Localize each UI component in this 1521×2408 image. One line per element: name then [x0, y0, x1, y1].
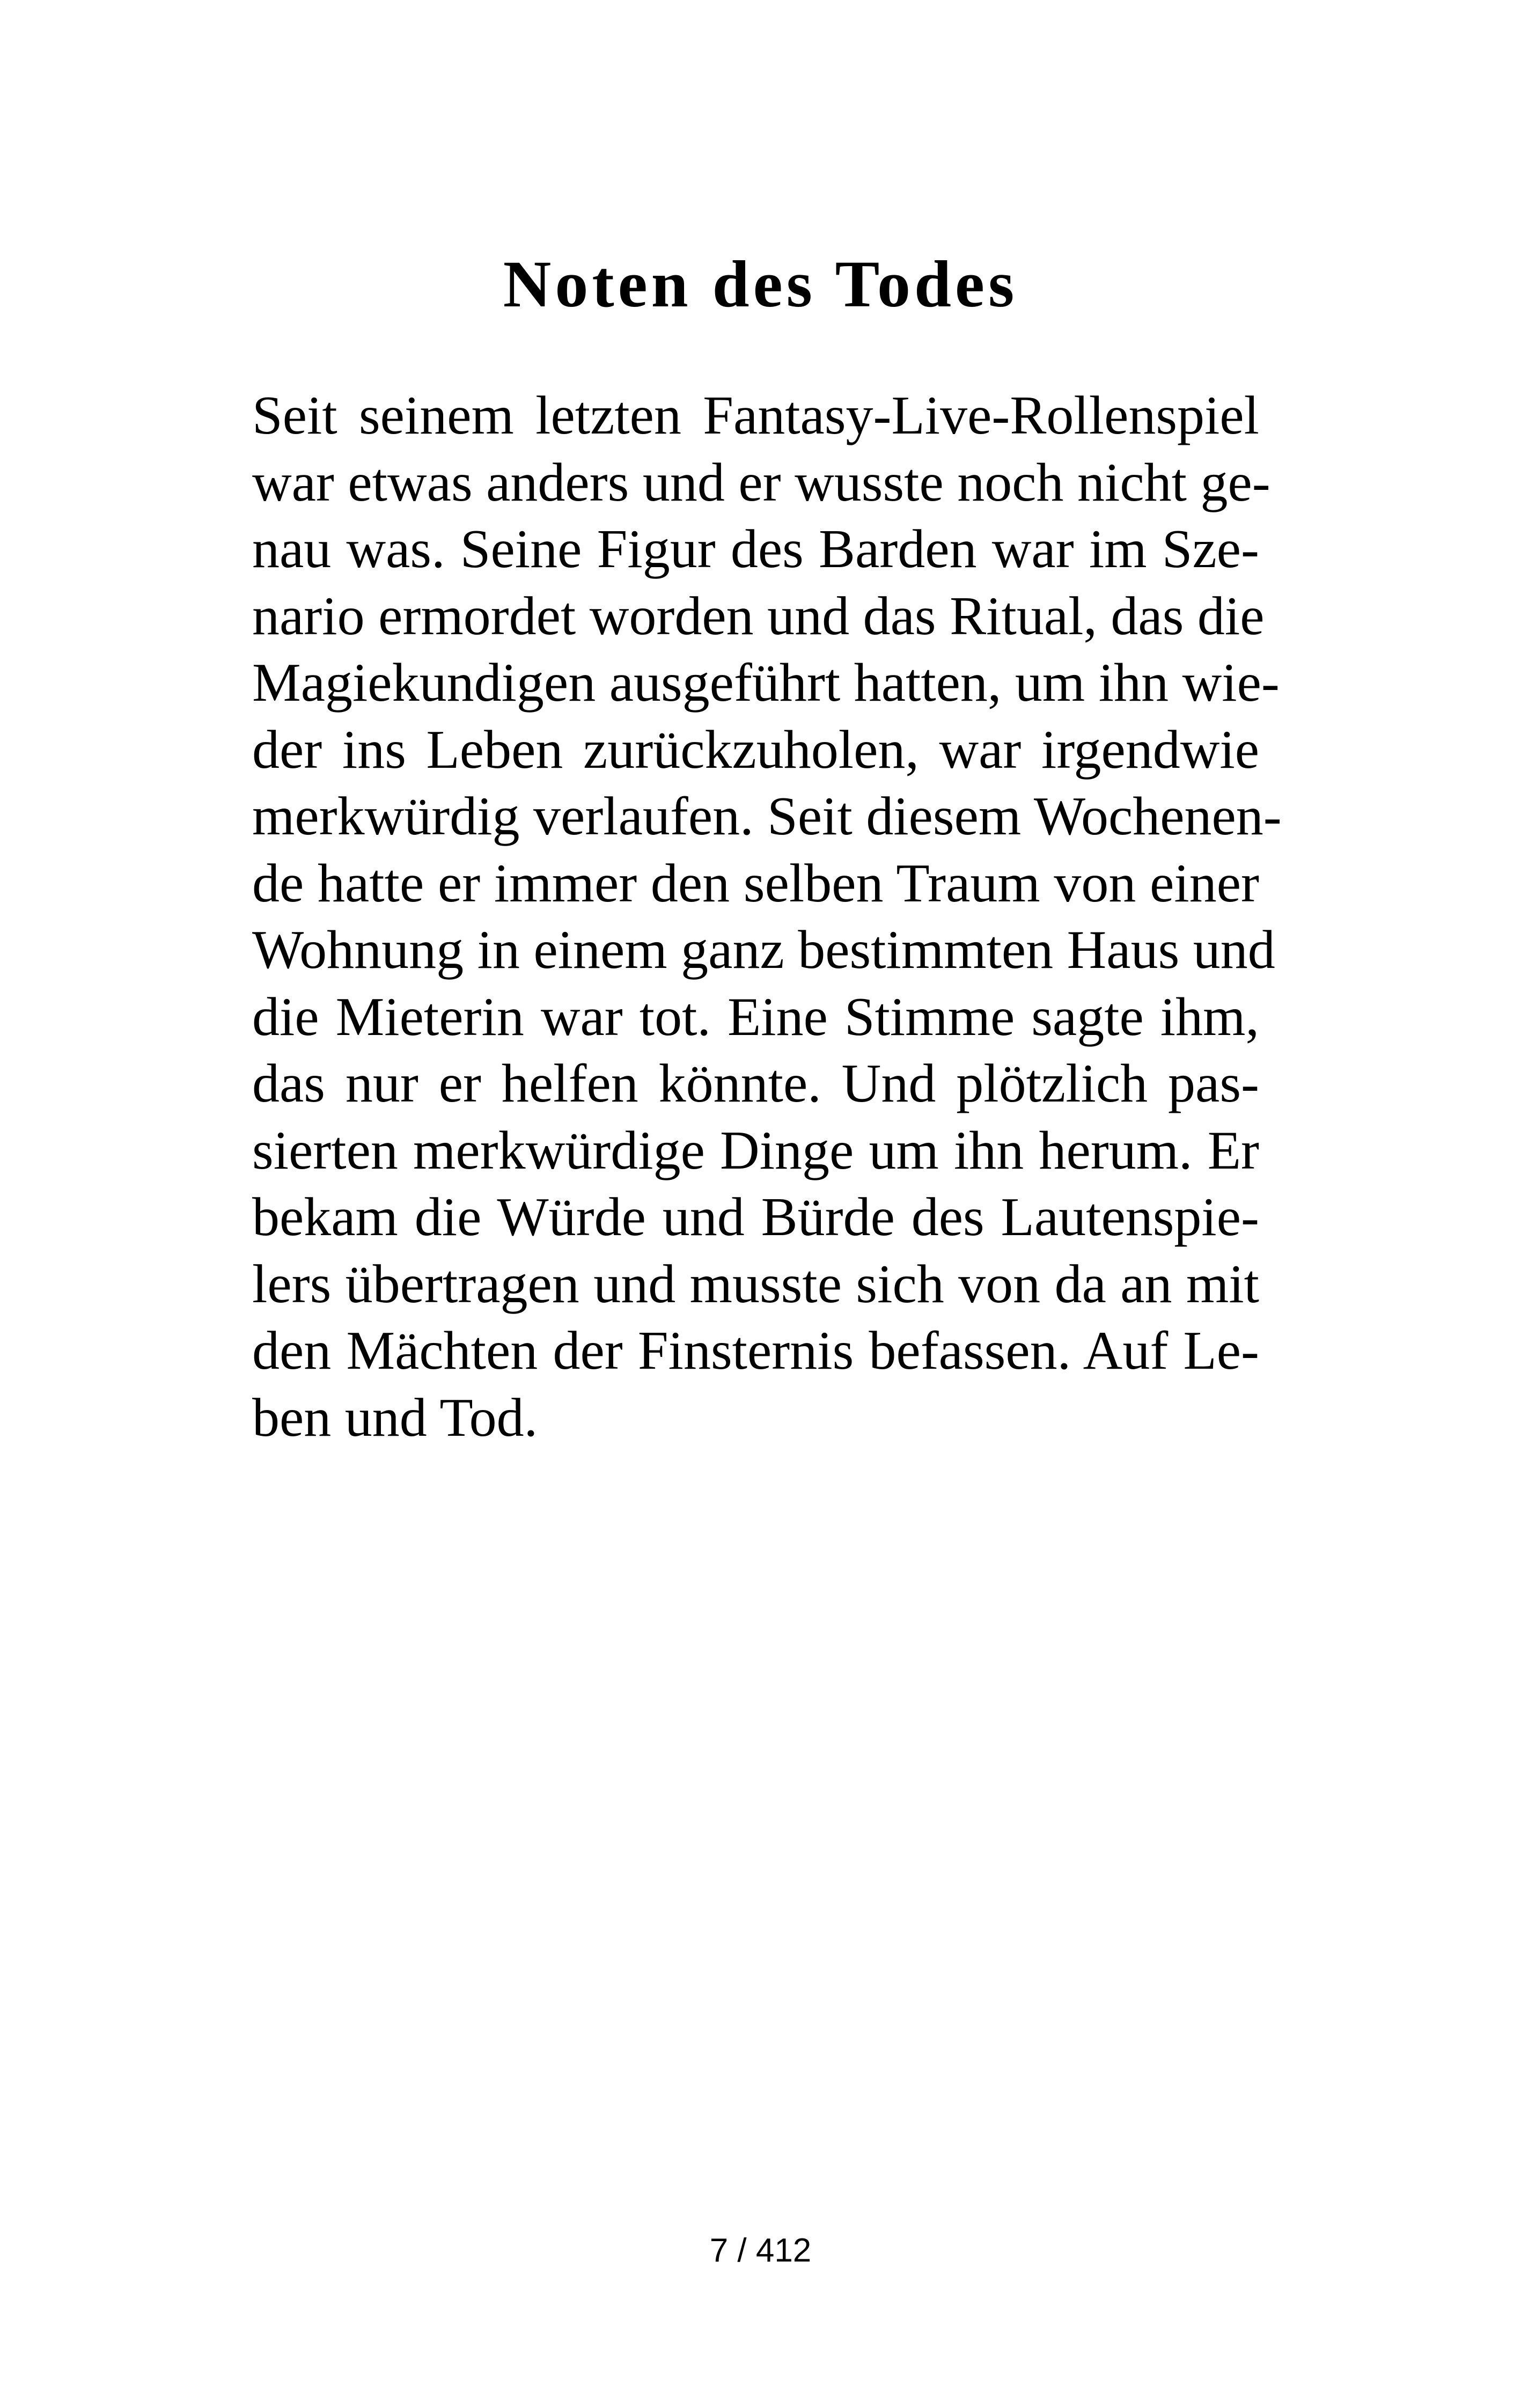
page-number: 7 / 412 [709, 2232, 812, 2269]
text-line: Seit seinem letzten Fantasy-Live-Rollenspiel [252, 385, 1259, 446]
page-title: Noten des Todes [503, 247, 1018, 321]
text-line: den Mächten der Finsternis befassen. Auf Le- [252, 1320, 1259, 1381]
text-line: nario ermordet worden und das Ritual, das die [252, 585, 1265, 647]
text-line: sierten merkwürdige Dinge um ihn herum. Er [252, 1120, 1259, 1181]
body-paragraph [252, 383, 1282, 1451]
text-line: die Mieterin war tot. Eine Stimme sagte ihm, [252, 986, 1259, 1047]
text-line: ben und Tod. [252, 1387, 538, 1448]
text-line: Wohnung in einem ganz bestimmten Haus und [252, 920, 1275, 980]
text-line: lers übertragen und musste sich von da an mit [252, 1253, 1259, 1315]
text-line: der ins Leben zurückzuholen, war irgendwie [252, 719, 1259, 780]
text-line: das nur er helfen könnte. Und plötzlich pas- [252, 1053, 1259, 1114]
text-line: bekam die Würde und Bürde des Lautenspie- [252, 1187, 1259, 1247]
text-line: merkwürdig verlaufen. Seit diesem Wochenen- [252, 786, 1282, 847]
text-line: Magiekundigen ausgeführt hatten, um ihn wie- [252, 652, 1280, 713]
text-line: war etwas anders und er wusste noch nicht ge- [252, 452, 1270, 513]
text-line: nau was. Seine Figur des Barden war im Sze- [252, 519, 1259, 579]
text-line: de hatte er immer den selben Traum von einer [252, 853, 1259, 914]
